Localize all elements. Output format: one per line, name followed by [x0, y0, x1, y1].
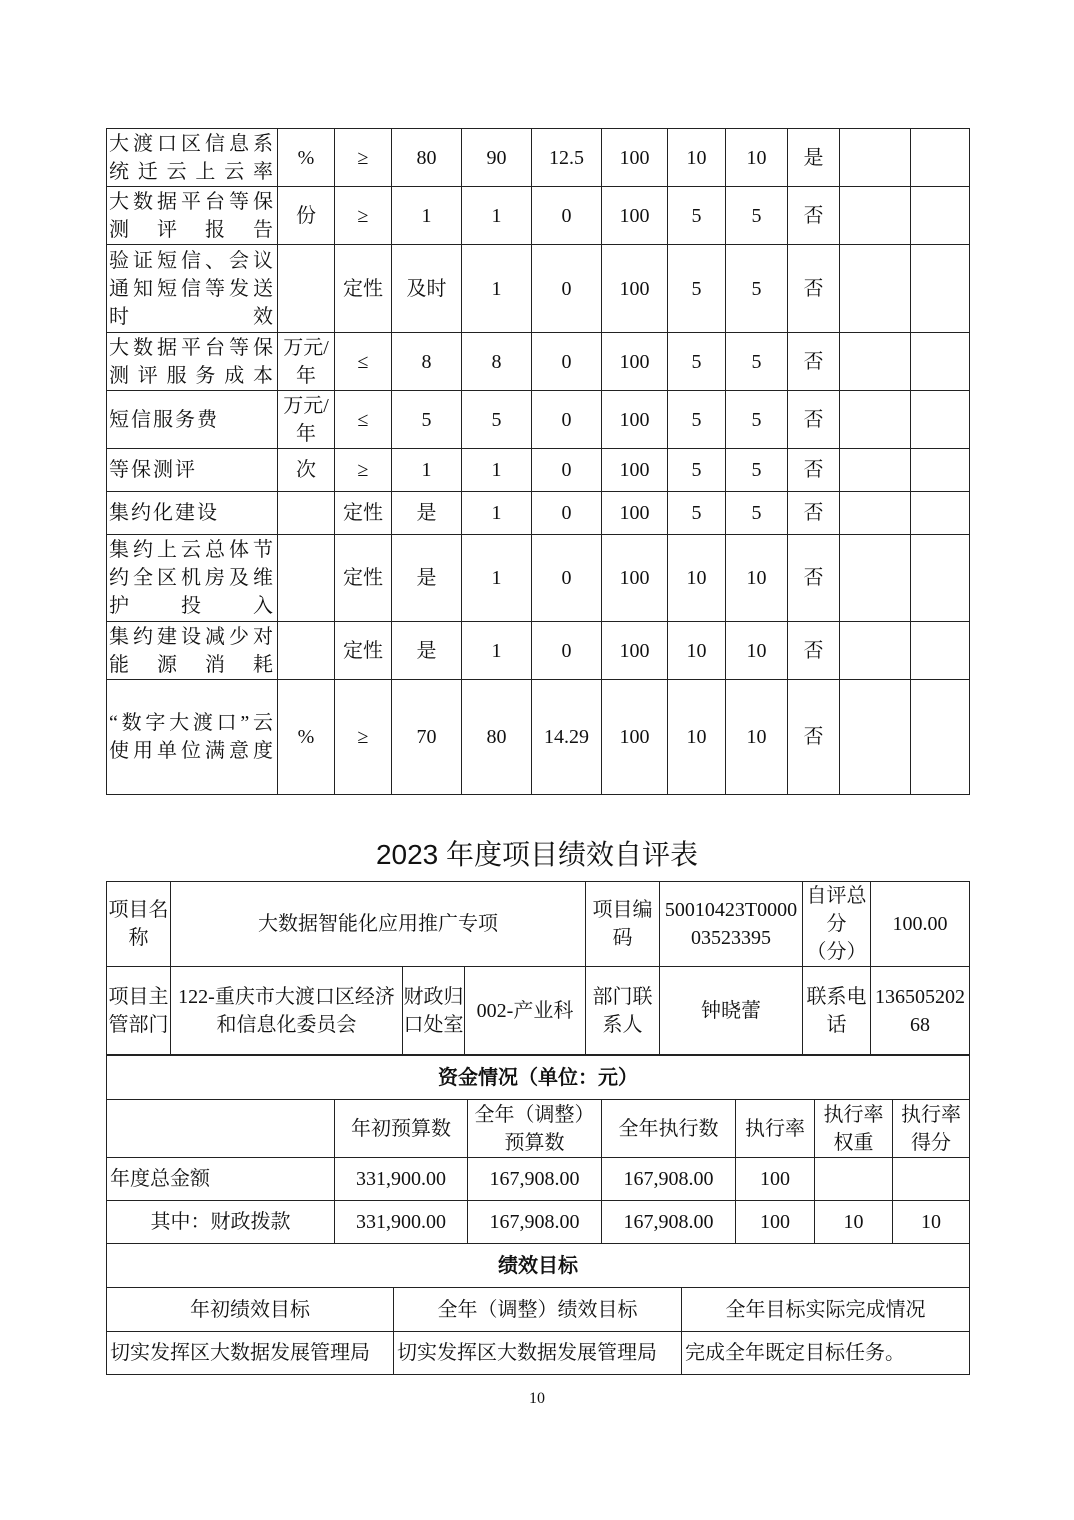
indicator-row — [107, 333, 970, 391]
indicator-actual: 5 — [462, 391, 532, 449]
indicator-blank-cell — [911, 391, 970, 449]
goals-header: 全年（调整）绩效目标 — [394, 1288, 682, 1332]
funds-table — [106, 1055, 970, 1244]
indicator-deviation: 0 — [532, 333, 602, 391]
indicator-blank-cell — [911, 535, 970, 622]
indicator-score: 5 — [726, 449, 788, 492]
indicator-deviation: 0 — [532, 492, 602, 535]
indicator-score: 5 — [726, 492, 788, 535]
indicator-flag: 否 — [788, 449, 840, 492]
indicator-unit: % — [278, 129, 335, 187]
indicator-rate: 100 — [602, 449, 668, 492]
indicator-flag: 否 — [788, 492, 840, 535]
indicator-blank-cell — [840, 535, 911, 622]
funds-header: 年初预算数 — [335, 1100, 468, 1158]
indicator-target: 是 — [392, 622, 462, 680]
project-name: 大数据智能化应用推广专项 — [171, 882, 586, 967]
indicator-rate: 100 — [602, 535, 668, 622]
phone-label: 联系电话 — [803, 967, 871, 1055]
indicator-weight: 5 — [668, 245, 726, 333]
funds-row-label: 其中：财政拨款 — [107, 1201, 335, 1244]
indicator-unit: 万元/年 — [278, 391, 335, 449]
funds-heading: 资金情况（单位：元） — [107, 1056, 970, 1100]
goals-header: 年初绩效目标 — [107, 1288, 394, 1332]
indicator-op: ≥ — [335, 680, 392, 795]
indicator-row — [107, 535, 970, 622]
funds-header: 全年（调整）预算数 — [468, 1100, 602, 1158]
indicator-deviation: 14.29 — [532, 680, 602, 795]
project-info-table — [106, 881, 970, 1055]
indicator-op: ≥ — [335, 129, 392, 187]
indicator-weight: 5 — [668, 449, 726, 492]
form-title: 2023 年度项目绩效自评表 — [375, 839, 699, 870]
indicator-actual: 1 — [462, 535, 532, 622]
indicator-deviation: 0 — [532, 391, 602, 449]
indicator-row — [107, 129, 970, 187]
funds-header: 执行率 — [736, 1100, 815, 1158]
indicator-target: 1 — [392, 187, 462, 245]
indicator-name: 大数据平台等保测评服务成本 — [107, 333, 278, 391]
indicator-row — [107, 391, 970, 449]
indicator-actual: 8 — [462, 333, 532, 391]
funds-header: 执行率得分 — [893, 1100, 970, 1158]
indicator-row — [107, 449, 970, 492]
indicator-target: 1 — [392, 449, 462, 492]
funds-header: 执行率权重 — [815, 1100, 893, 1158]
funds-cell: 100 — [736, 1201, 815, 1244]
indicator-blank-cell — [840, 622, 911, 680]
indicator-op: 定性 — [335, 492, 392, 535]
indicator-name: 验证短信、会议通知短信等发送时效 — [107, 245, 278, 333]
goal-adjusted: 切实发挥区大数据发展管理局 — [394, 1332, 682, 1375]
indicator-score: 5 — [726, 391, 788, 449]
indicator-blank-cell — [911, 245, 970, 333]
indicator-rate: 100 — [602, 245, 668, 333]
indicator-unit — [278, 535, 335, 622]
indicator-target: 及时 — [392, 245, 462, 333]
indicator-score: 10 — [726, 680, 788, 795]
indicator-op: 定性 — [335, 622, 392, 680]
indicator-name: 集约建设减少对能源消耗 — [107, 622, 278, 680]
funds-header-blank — [107, 1100, 335, 1158]
indicator-rate: 100 — [602, 622, 668, 680]
indicator-unit — [278, 245, 335, 333]
indicator-unit: 份 — [278, 187, 335, 245]
indicator-table — [106, 128, 970, 795]
goals-heading: 绩效目标 — [107, 1244, 970, 1288]
indicator-unit: % — [278, 680, 335, 795]
indicator-blank-cell — [840, 391, 911, 449]
indicator-rate: 100 — [602, 391, 668, 449]
indicator-blank-cell — [911, 449, 970, 492]
funds-cell — [815, 1158, 893, 1201]
indicator-rate: 100 — [602, 680, 668, 795]
indicator-row — [107, 680, 970, 795]
indicator-unit — [278, 492, 335, 535]
indicator-op: ≤ — [335, 391, 392, 449]
indicator-deviation: 0 — [532, 622, 602, 680]
indicator-row — [107, 622, 970, 680]
indicator-score: 10 — [726, 129, 788, 187]
indicator-weight: 10 — [668, 680, 726, 795]
indicator-weight: 5 — [668, 492, 726, 535]
project-name-label: 项目名称 — [107, 882, 171, 967]
indicator-target: 5 — [392, 391, 462, 449]
indicator-deviation: 0 — [532, 245, 602, 333]
indicator-flag: 否 — [788, 622, 840, 680]
goals-header: 全年目标实际完成情况 — [682, 1288, 970, 1332]
indicator-actual: 1 — [462, 622, 532, 680]
indicator-flag: 否 — [788, 245, 840, 333]
goal-actual: 完成全年既定目标任务。 — [682, 1332, 970, 1375]
indicator-score: 5 — [726, 187, 788, 245]
indicator-blank-cell — [840, 187, 911, 245]
funds-cell: 10 — [815, 1201, 893, 1244]
indicator-blank-cell — [911, 129, 970, 187]
indicator-name: 短信服务费 — [107, 391, 278, 449]
page-number: 10 — [529, 1390, 545, 1407]
indicator-op: ≥ — [335, 187, 392, 245]
indicator-target: 是 — [392, 535, 462, 622]
indicator-weight: 5 — [668, 187, 726, 245]
funds-header: 全年执行数 — [602, 1100, 736, 1158]
indicator-blank-cell — [840, 492, 911, 535]
indicator-score: 5 — [726, 245, 788, 333]
indicator-name: 等保测评 — [107, 449, 278, 492]
funds-cell: 100 — [736, 1158, 815, 1201]
indicator-actual: 1 — [462, 492, 532, 535]
indicator-deviation: 12.5 — [532, 129, 602, 187]
indicator-row — [107, 187, 970, 245]
indicator-weight: 5 — [668, 333, 726, 391]
funds-cell: 167,908.00 — [602, 1158, 736, 1201]
indicator-rate: 100 — [602, 333, 668, 391]
indicator-blank-cell — [911, 622, 970, 680]
indicator-blank-cell — [911, 680, 970, 795]
total-score: 100.00 — [871, 882, 970, 967]
finance-label: 财政归口处室 — [403, 967, 465, 1055]
project-code-label: 项目编码 — [586, 882, 660, 967]
indicator-unit: 次 — [278, 449, 335, 492]
goals-table — [106, 1243, 970, 1375]
indicator-blank-cell — [840, 449, 911, 492]
indicator-target: 是 — [392, 492, 462, 535]
funds-cell: 331,900.00 — [335, 1158, 468, 1201]
indicator-weight: 10 — [668, 622, 726, 680]
contact-label: 部门联系人 — [586, 967, 660, 1055]
indicator-target: 80 — [392, 129, 462, 187]
dept: 122-重庆市大渡口区经济和信息化委员会 — [171, 967, 403, 1055]
indicator-flag: 否 — [788, 680, 840, 795]
indicator-flag: 是 — [788, 129, 840, 187]
indicator-blank-cell — [911, 333, 970, 391]
indicator-deviation: 0 — [532, 187, 602, 245]
indicator-weight: 10 — [668, 129, 726, 187]
phone: 13650520268 — [871, 967, 970, 1055]
indicator-flag: 否 — [788, 391, 840, 449]
indicator-name: 集约上云总体节约全区机房及维护投入 — [107, 535, 278, 622]
indicator-actual: 80 — [462, 680, 532, 795]
indicator-name: 大渡口区信息系统迁云上云率 — [107, 129, 278, 187]
indicator-blank-cell — [840, 680, 911, 795]
indicator-weight: 5 — [668, 391, 726, 449]
indicator-flag: 否 — [788, 187, 840, 245]
funds-cell — [893, 1158, 970, 1201]
indicator-target: 8 — [392, 333, 462, 391]
indicator-blank-cell — [840, 129, 911, 187]
indicator-unit: 万元/年 — [278, 333, 335, 391]
funds-row-label: 年度总金额 — [107, 1158, 335, 1201]
indicator-op: ≤ — [335, 333, 392, 391]
finance-office: 002-产业科 — [465, 967, 586, 1055]
indicator-name: “数字大渡口”云使用单位满意度 — [107, 680, 278, 795]
indicator-op: 定性 — [335, 245, 392, 333]
indicator-row — [107, 245, 970, 333]
indicator-name: 集约化建设 — [107, 492, 278, 535]
indicator-blank-cell — [840, 245, 911, 333]
score-label: 自评总分（分） — [803, 882, 871, 967]
funds-cell: 167,908.00 — [468, 1158, 602, 1201]
goal-initial: 切实发挥区大数据发展管理局 — [107, 1332, 394, 1375]
funds-cell: 10 — [893, 1201, 970, 1244]
indicator-actual: 90 — [462, 129, 532, 187]
indicator-row — [107, 492, 970, 535]
indicator-actual: 1 — [462, 187, 532, 245]
indicator-unit — [278, 622, 335, 680]
indicator-rate: 100 — [602, 187, 668, 245]
funds-cell: 167,908.00 — [602, 1201, 736, 1244]
indicator-target: 70 — [392, 680, 462, 795]
indicator-name: 大数据平台等保测评报告 — [107, 187, 278, 245]
indicator-blank-cell — [911, 492, 970, 535]
indicator-flag: 否 — [788, 535, 840, 622]
dept-label: 项目主管部门 — [107, 967, 171, 1055]
indicator-op: 定性 — [335, 535, 392, 622]
funds-cell: 167,908.00 — [468, 1201, 602, 1244]
indicator-blank-cell — [840, 333, 911, 391]
contact-person: 钟晓蕾 — [660, 967, 803, 1055]
indicator-flag: 否 — [788, 333, 840, 391]
indicator-score: 10 — [726, 535, 788, 622]
indicator-actual: 1 — [462, 245, 532, 333]
project-code: 50010423T000003523395 — [660, 882, 803, 967]
indicator-score: 10 — [726, 622, 788, 680]
indicator-deviation: 0 — [532, 535, 602, 622]
funds-cell: 331,900.00 — [335, 1201, 468, 1244]
indicator-weight: 10 — [668, 535, 726, 622]
indicator-op: ≥ — [335, 449, 392, 492]
indicator-actual: 1 — [462, 449, 532, 492]
indicator-rate: 100 — [602, 129, 668, 187]
indicator-blank-cell — [911, 187, 970, 245]
indicator-rate: 100 — [602, 492, 668, 535]
indicator-score: 5 — [726, 333, 788, 391]
indicator-deviation: 0 — [532, 449, 602, 492]
